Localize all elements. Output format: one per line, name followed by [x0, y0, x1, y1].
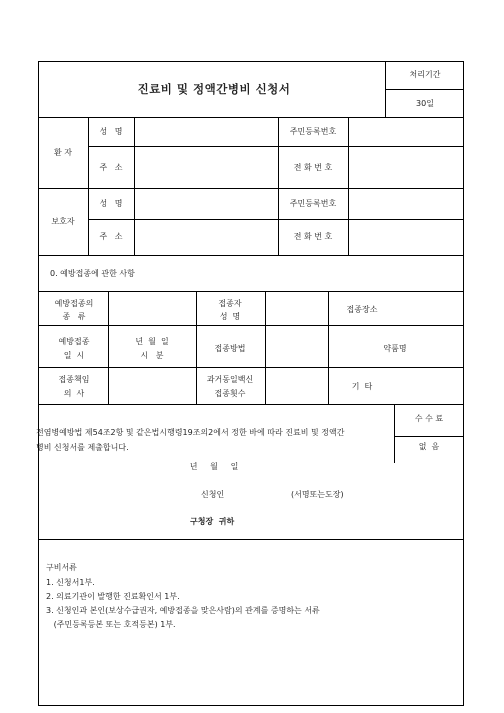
recipient-line: 구청장 귀하 [190, 517, 235, 526]
documents-item: 2. 의료기관이 발행한 진료확인서 1부. [46, 592, 180, 601]
other-label: 기 타 [351, 382, 373, 391]
divider [39, 404, 463, 405]
date-format-label: 년 월 일 [135, 337, 169, 346]
past-vaccination-count-label: 접종횟수 [214, 389, 246, 398]
applicant-label: 신청인 [201, 490, 225, 499]
vaccination-heading: 0. 예방접종에 관한 사항 [50, 269, 135, 278]
divider [39, 255, 463, 256]
processing-period-value: 30일 [416, 99, 434, 108]
documents-item: (주민등록등본 또는 호적등본) 1부. [46, 620, 176, 629]
patient-address-label: 주 소 [99, 163, 123, 172]
processing-period-label: 처리기간 [409, 70, 441, 79]
vaccine-kind-label: 예방접종의 [54, 299, 94, 308]
divider [328, 291, 329, 404]
divider [265, 291, 266, 404]
divider [348, 117, 349, 255]
recipient-name-label: 성 명 [219, 312, 241, 321]
request-text: 병비 신청서를 제출합니다. [36, 443, 129, 452]
divider [39, 291, 463, 292]
application-date: 년 월 일 [189, 462, 239, 471]
past-vaccination-count-label: 과거동일백신 [206, 375, 254, 384]
divider [39, 117, 463, 118]
patient-rrn-label: 주민등록번호 [289, 127, 337, 136]
guardian-phone-label: 전 화 번 호 [293, 232, 333, 241]
recipient-name-label: 접종자 [218, 299, 242, 308]
signature-label: (서명또는도장) [291, 490, 344, 499]
divider [88, 219, 463, 220]
patient-section-label: 환 자 [54, 148, 72, 157]
divider [278, 117, 279, 255]
guardian-name-label: 성 명 [99, 199, 123, 208]
divider [39, 539, 463, 540]
responsible-doctor-label: 의 사 [63, 389, 85, 398]
divider [88, 146, 463, 147]
divider [385, 89, 463, 90]
documents-item: 1. 신청서1부. [46, 578, 95, 587]
divider [385, 62, 386, 117]
request-text: 전염병예방법 제54조2항 및 같은법시행령19조의2에서 정한 바에 따라 진료비 및 정액간 [36, 428, 345, 437]
guardian-section-label: 보호자 [51, 217, 75, 226]
vaccination-method-label: 접종방법 [214, 344, 246, 353]
divider [39, 367, 463, 368]
patient-phone-label: 전 화 번 호 [293, 163, 333, 172]
divider [108, 291, 109, 404]
drug-name-label: 약품명 [383, 344, 407, 353]
documents-item: 3. 신청인과 본인(보상수급권자, 예방접종을 맞은사람)의 관계를 증명하는 서류 [46, 606, 320, 615]
form-title: 진료비 및 정액간병비 신청서 [137, 82, 291, 96]
time-format-label: 시 분 [140, 351, 164, 360]
application-form [38, 61, 464, 706]
divider [88, 117, 89, 255]
responsible-doctor-label: 접종책임 [58, 375, 90, 384]
guardian-rrn-label: 주민등록번호 [289, 199, 337, 208]
fee-label: 수 수 료 [414, 414, 444, 423]
documents-heading: 구비서류 [46, 563, 77, 572]
divider [134, 117, 135, 255]
divider [39, 188, 463, 189]
divider [394, 404, 395, 463]
guardian-address-label: 주 소 [99, 232, 123, 241]
divider [394, 436, 463, 437]
divider [39, 325, 463, 326]
vaccine-kind-label: 종 류 [62, 312, 86, 321]
vaccination-datetime-label: 예방접종 [58, 337, 90, 346]
vaccination-datetime-label: 일 시 [63, 351, 85, 360]
vaccination-place-label: 접종장소 [346, 305, 378, 314]
divider [196, 291, 197, 404]
fee-value: 없 음 [418, 442, 440, 451]
patient-name-label: 성 명 [99, 127, 123, 136]
